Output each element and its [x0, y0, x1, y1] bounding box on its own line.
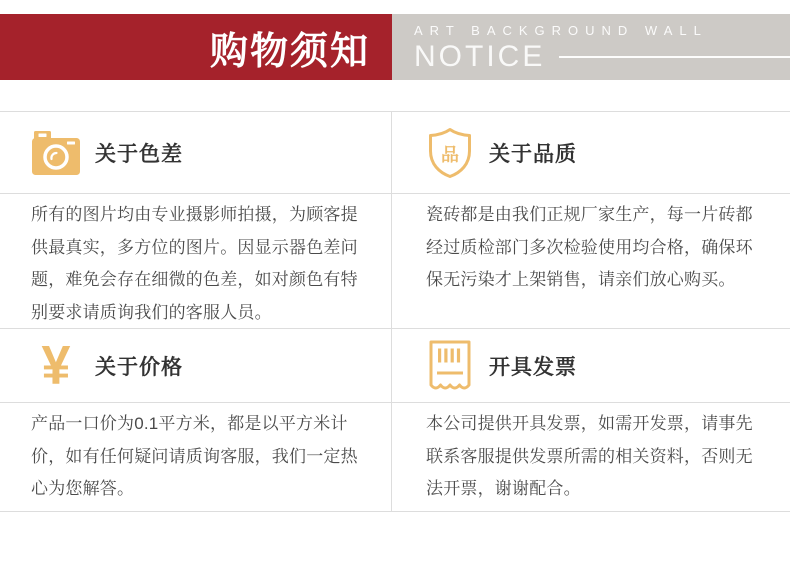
notice-grid: [0, 111, 790, 512]
yuan-icon: [32, 335, 80, 396]
banner-notice-label: NOTICE: [414, 40, 546, 73]
page-title: 购物须知: [209, 30, 370, 73]
receipt-icon: [426, 340, 474, 392]
section-color-difference-body: [0, 193, 392, 328]
section-invoice-header: [392, 328, 790, 402]
camera-icon: [32, 131, 80, 175]
section-text: 所有的图片均由专业摄影师拍摄，为顾客提供最真实，多方位的图片。因显示器色差问题，难免会存在细微的色差，如对颜色有特别要求请质询我们的客服人员。: [31, 205, 358, 322]
banner-subtitle-en: ART BACKGROUND WALL: [414, 23, 708, 38]
section-price-header: [0, 328, 392, 402]
banner-notice-row: [414, 40, 790, 73]
banner-subtitle-area: [392, 14, 790, 80]
banner-title-area: [0, 14, 392, 80]
section-text: 本公司提供开具发票，如需开发票，请事先联系客服提供发票所需的相关资料，否则无法开票，谢谢配合。: [426, 414, 753, 498]
page-header: [0, 14, 790, 80]
section-quality-body: [392, 193, 790, 328]
section-invoice-body: [392, 402, 790, 511]
section-title: 关于品质: [489, 142, 577, 166]
yuan-glyph: ¥: [41, 335, 71, 396]
section-price-body: [0, 402, 392, 511]
decorative-line: [559, 56, 790, 58]
section-quality-header: [392, 112, 790, 193]
section-title: 开具发票: [489, 355, 577, 379]
section-text: 瓷砖都是由我们正规厂家生产，每一片砖都经过质检部门多次检验使用均合格，确保环保无污染才上架销售，请亲们放心购买。: [426, 205, 753, 289]
section-title: 关于价格: [95, 355, 183, 379]
quality-shield-icon: [426, 127, 474, 179]
section-title: 关于色差: [95, 142, 183, 166]
section-color-difference-header: [0, 112, 392, 193]
shield-glyph: 品: [441, 145, 459, 166]
section-text: 产品一口价为0.1平方米，都是以平方米计价，如有任何疑问请质询客服，我们一定热心为您解答。: [31, 414, 358, 498]
